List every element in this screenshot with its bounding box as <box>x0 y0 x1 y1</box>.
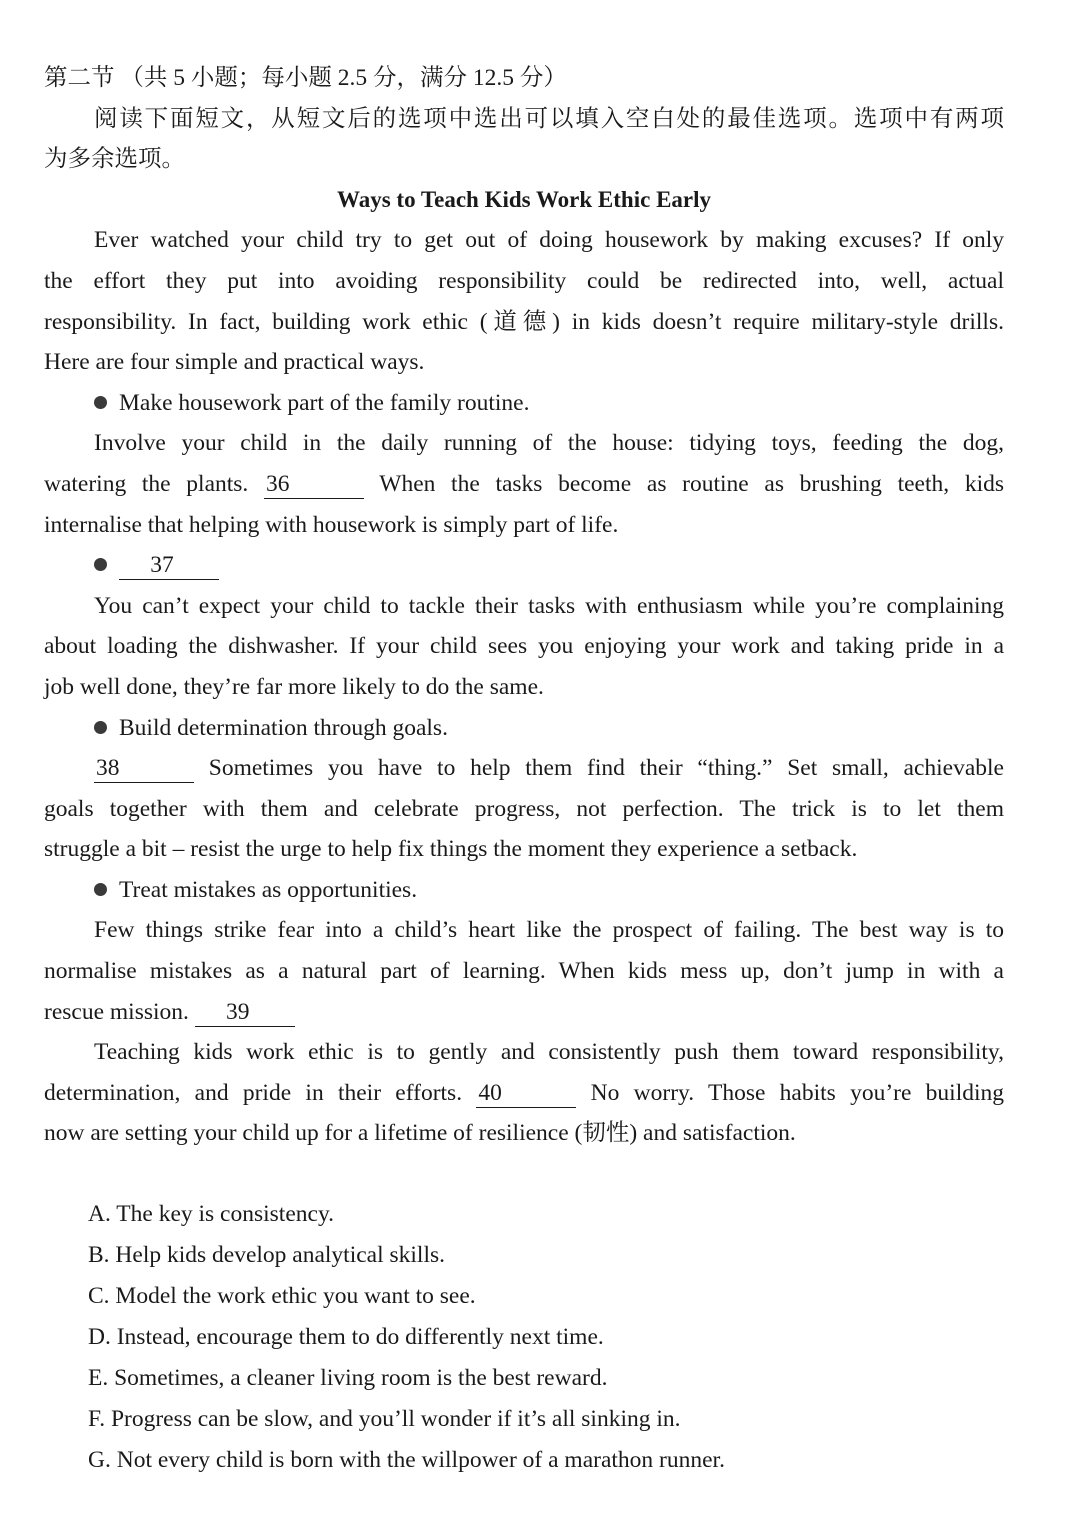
text-line: determination, and pride in their efforts. 40 No worry. Those habits you’re building <box>44 1079 1004 1106</box>
text-line: responsibility. In fact, building work ethic (道德) in kids doesn’t require military-style drills. <box>44 308 1004 335</box>
paragraph-goals <box>44 748 1004 870</box>
paragraph-routine <box>44 423 1004 545</box>
text-line: struggle a bit – resist the urge to help fix things the moment they experience a setback. <box>44 836 858 863</box>
subheading-routine: Make housework part of the family routine. <box>44 383 1004 424</box>
option-c[interactable]: C. Model the work ethic you want to see. <box>88 1283 476 1310</box>
spacer <box>44 1154 1004 1194</box>
paragraph-mistakes <box>44 910 1004 1032</box>
option-g[interactable]: G. Not every child is born with the willpower of a marathon runner. <box>88 1447 725 1474</box>
bullet-icon <box>94 883 107 896</box>
text-line: You can’t expect your child to tackle their tasks with enthusiasm while you’re complaining <box>94 592 1004 619</box>
section-header: 第二节 （共 5 小题；每小题 2.5 分，满分 12.5 分） <box>44 65 567 91</box>
text-line: 38 Sometimes you have to help them find their “thing.” Set small, achievable <box>96 755 1004 782</box>
option-a[interactable]: A. The key is consistency. <box>88 1201 335 1228</box>
text-line: rescue mission. 39 <box>44 992 1004 1033</box>
text-line: Ever watched your child try to get out of doing housework by making excuses? If only <box>94 227 1004 254</box>
subheading-goals: Build determination through goals. <box>44 708 1004 749</box>
subheading-37 <box>44 545 1004 586</box>
subheading-mistakes: Treat mistakes as opportunities. <box>44 870 1004 911</box>
text-line: goals together with them and celebrate progress, not perfection. The trick is to let them <box>44 795 1004 822</box>
instructions-line-1: 阅读下面短文，从短文后的选项中选出可以填入空白处的最佳选项。选项中有两项 <box>94 105 1004 132</box>
paragraph-conclusion <box>44 1032 1004 1154</box>
blank-39[interactable]: 39 <box>195 998 295 1027</box>
blank-40[interactable]: 40 <box>476 1079 576 1108</box>
option-e[interactable]: E. Sometimes, a cleaner living room is the best reward. <box>88 1365 608 1392</box>
text-line: now are setting your child up for a lifetime of resilience (韧性) and satisfaction. <box>44 1120 796 1147</box>
bullet-icon <box>94 558 107 571</box>
text-line: about loading the dishwasher. If your child sees you enjoying your work and taking pride in a <box>44 633 1004 660</box>
option-b[interactable]: B. Help kids develop analytical skills. <box>88 1242 446 1269</box>
blank-36[interactable]: 36 <box>264 470 364 499</box>
text-line: watering the plants. 36 When the tasks become as routine as brushing teeth, kids <box>44 470 1004 497</box>
text-line: Teaching kids work ethic is to gently and consistently push them toward responsibility, <box>94 1039 1004 1066</box>
bullet-icon <box>94 721 107 734</box>
passage-title: Ways to Teach Kids Work Ethic Early <box>336 186 712 212</box>
paragraph-model <box>44 586 1004 708</box>
option-d[interactable]: D. Instead, encourage them to do differently next time. <box>88 1324 604 1351</box>
text-line: normalise mistakes as a natural part of learning. When kids mess up, don’t jump in with a <box>44 958 1004 985</box>
bullet-icon <box>94 396 107 409</box>
text-line: Involve your child in the daily running of the house: tidying toys, feeding the dog, <box>94 430 1004 457</box>
text-line: job well done, they’re far more likely to do the same. <box>44 673 544 700</box>
blank-37[interactable]: 37 <box>119 551 219 580</box>
text-line: Few things strike fear into a child’s heart like the prospect of failing. The best way is to <box>94 917 1004 944</box>
text-line: the effort they put into avoiding responsibility could be redirected into, well, actual <box>44 267 1004 294</box>
instructions-line-2: 为多余选项。 <box>44 146 185 173</box>
text-line: Here are four simple and practical ways. <box>44 349 425 376</box>
answer-options <box>44 1194 1004 1481</box>
exam-page <box>44 58 1004 1481</box>
option-f[interactable]: F. Progress can be slow, and you’ll wonder if it’s all sinking in. <box>88 1406 681 1433</box>
paragraph-intro <box>44 220 1004 382</box>
text-line: internalise that helping with housework is simply part of life. <box>44 511 619 538</box>
blank-38[interactable]: 38 <box>94 754 194 783</box>
